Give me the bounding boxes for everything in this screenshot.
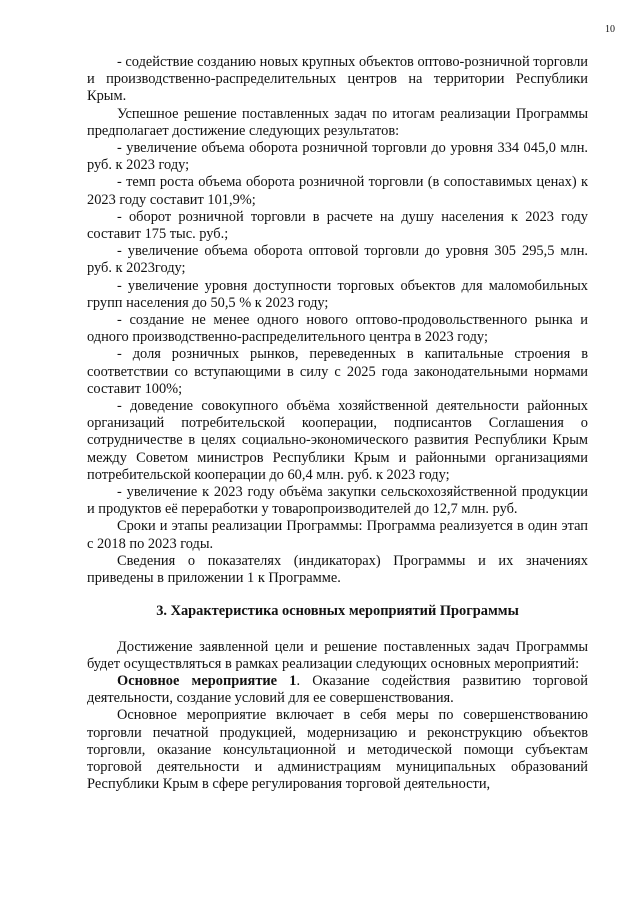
section-intro: Достижение заявленной цели и решение поставленных задач Программы будет осуществляться в рамках реализации следующих основных мероприятий: bbox=[87, 638, 588, 672]
paragraph-wholesale-turnover: - увеличение объема оборота оптовой торговли до уровня 305 295,5 млн. руб. к 2023году; bbox=[87, 243, 588, 277]
paragraph-accessibility: - увеличение уровня доступности торговых объектов для маломобильных групп населения до 50,5 % к 2023 году; bbox=[87, 277, 588, 311]
paragraph-program-timing: Сроки и этапы реализации Программы: Программа реализуется в один этап с 2018 по 2023 годы. bbox=[87, 518, 588, 552]
paragraph-wholesale-centers: - содействие созданию новых крупных объектов оптово-розничной торговли и производственно-распределительных центров на территории Республики Крым. bbox=[87, 54, 588, 105]
paragraph-retail-turnover: - увеличение объема оборота розничной торговли до уровня 334 045,0 млн. руб. к 2023 году; bbox=[87, 140, 588, 174]
paragraph-retail-markets-share: - доля розничных рынков, переведенных в капитальные строения в соответствии со вступающими в силу с 2025 года законодательными нормами составит 100%; bbox=[87, 346, 588, 397]
paragraph-indicators-reference: Сведения о показателях (индикаторах) Программы и их значениях приведены в приложении 1 к Программе. bbox=[87, 552, 588, 587]
section-heading: 3. Характеристика основных мероприятий Программы bbox=[156, 603, 519, 620]
measure-1-paragraph bbox=[87, 673, 588, 707]
document-body bbox=[87, 54, 588, 793]
paragraph-results-intro: Успешное решение поставленных задач по итогам реализации Программы предполагает достижение следующих результатов: bbox=[87, 105, 588, 139]
measure-1-description: Основное мероприятие включает в себя меры по совершенствованию торговли печатной продукцией, модернизацию и реконструкцию объектов торговли, оказание консультационной и методической помощи субъектам торговой деятельности и администрациям муниципальных образований Республики Крым в сфере регулирования торговой деятельности, bbox=[87, 707, 588, 793]
paragraph-retail-growth-rate: - темп роста объема оборота розничной торговли (в сопоставимых ценах) к 2023 году составит 101,9%; bbox=[87, 174, 588, 208]
measure-1-text: . Оказание содействия развитию торговой деятельности, создание условий для ее совершенствования. bbox=[87, 672, 588, 707]
paragraph-retail-per-capita: - оборот розничной торговли в расчете на душу населения к 2023 году составит 175 тыс. руб.; bbox=[87, 208, 588, 243]
paragraph-agricultural-procurement: - увеличение к 2023 году объёма закупки сельскохозяйственной продукции и продуктов её переработки у товаропроизводителей до 12,7 млн. руб. bbox=[87, 484, 588, 518]
page-number: 10 bbox=[605, 24, 615, 35]
paragraph-cooperation-volume: - доведение совокупного объёма хозяйственной деятельности районных организаций потребительской кооперации, подписантов Соглашения о сотрудничестве в целях социально-экономического развития Республики Крым между Советом министров Республики Крым и районными организациями потребительской кооперации до 60,4 млн. руб. к 2023 году; bbox=[87, 398, 588, 483]
measure-1-label: Основное мероприятие 1 bbox=[117, 672, 297, 689]
paragraph-new-market: - создание не менее одного нового оптово-продовольственного рынка и одного производственно-распределительного центра в 2023 году; bbox=[87, 312, 588, 346]
